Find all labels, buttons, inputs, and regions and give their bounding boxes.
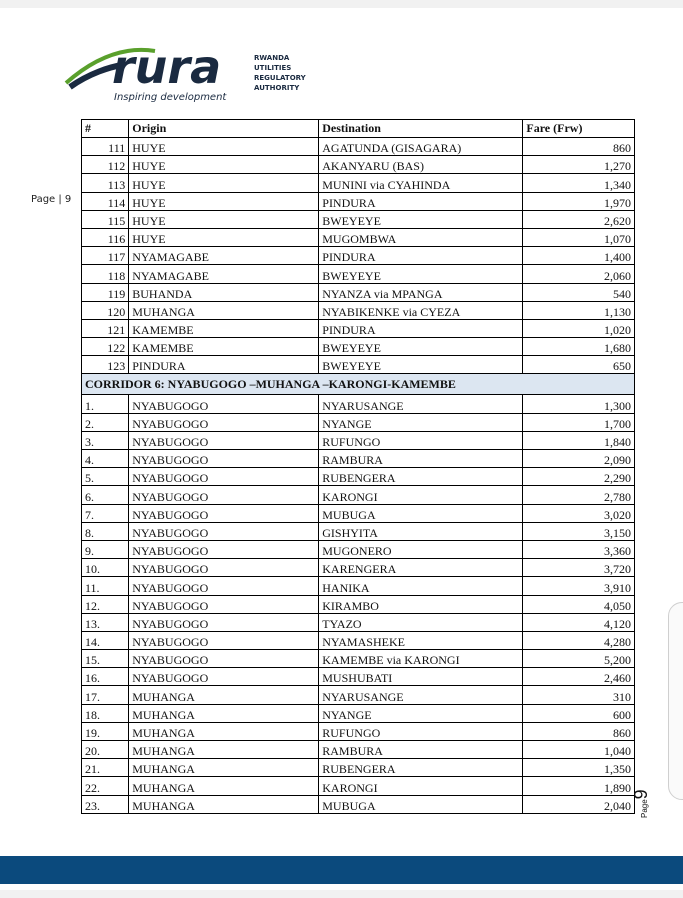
cell-origin: MUHANGA [129,759,319,777]
cell-destination: MUGONERO [319,540,523,558]
table-row [82,338,635,356]
cell-num: 20. [82,741,129,759]
cell-origin: KAMEMBE [129,338,319,356]
table-row [82,450,635,468]
cell-num: 119 [82,283,129,301]
cell-fare: 2,040 [523,795,635,813]
cell-destination: PINDURA [319,319,523,337]
cell-origin: NYAMAGABE [129,247,319,265]
cell-destination: NYARUSANGE [319,395,523,413]
cell-destination: NYARUSANGE [319,686,523,704]
cell-fare: 1,300 [523,395,635,413]
page-number: 9 [631,789,651,800]
table-row [82,613,635,631]
table-row [82,704,635,722]
cell-origin: MUHANGA [129,722,319,740]
cell-num: 21. [82,759,129,777]
table-row [82,759,635,777]
corridor-title: CORRIDOR 6: NYABUGOGO –MUHANGA –KARONGI-KAMEMBE [82,374,635,395]
cell-fare: 2,290 [523,468,635,486]
cell-fare: 1,040 [523,741,635,759]
cell-num: 4. [82,450,129,468]
cell-origin: NYABUGOGO [129,413,319,431]
cell-fare: 860 [523,722,635,740]
cell-fare: 4,050 [523,595,635,613]
cell-destination: RAMBURA [319,450,523,468]
cell-num: 5. [82,468,129,486]
cell-fare: 1,970 [523,192,635,210]
table-row [82,722,635,740]
cell-fare: 2,780 [523,486,635,504]
cell-num: 13. [82,613,129,631]
cell-fare: 860 [523,138,635,156]
table-row [82,319,635,337]
page-word: Page [640,799,649,818]
cell-num: 116 [82,228,129,246]
cell-destination: PINDURA [319,247,523,265]
cell-num: 18. [82,704,129,722]
table-row [82,210,635,228]
cell-origin: MUHANGA [129,795,319,813]
cell-fare: 5,200 [523,650,635,668]
table-row [82,631,635,649]
table-row [82,156,635,174]
cell-fare: 2,090 [523,450,635,468]
table-row [82,595,635,613]
cell-destination: GISHYITA [319,522,523,540]
cell-num: 9. [82,540,129,558]
table-row [82,741,635,759]
cell-fare: 3,020 [523,504,635,522]
authority-line: REGULATORY [254,74,306,82]
cell-origin: MUHANGA [129,741,319,759]
table-row [82,668,635,686]
cell-origin: HUYE [129,210,319,228]
cell-destination: MUBUGA [319,504,523,522]
cell-fare: 3,720 [523,559,635,577]
table-row [82,247,635,265]
cell-fare: 1,400 [523,247,635,265]
cell-fare: 310 [523,686,635,704]
table-row [82,577,635,595]
cell-destination: RUBENGERA [319,468,523,486]
cell-fare: 1,130 [523,301,635,319]
table-row [82,504,635,522]
col-header-num: # [82,120,129,138]
table-row [82,522,635,540]
tagline: Inspiring development [114,92,227,103]
cell-fare: 3,910 [523,577,635,595]
cell-origin: NYAMAGABE [129,265,319,283]
cell-origin: NYABUGOGO [129,577,319,595]
cell-destination: RUBENGERA [319,759,523,777]
corridor-row [82,374,635,395]
cell-origin: NYABUGOGO [129,668,319,686]
cell-destination: RAMBURA [319,741,523,759]
table-row [82,413,635,431]
cell-origin: BUHANDA [129,283,319,301]
table-row [82,486,635,504]
authority-line: UTILITIES [254,64,292,72]
side-scroll-handle[interactable] [668,602,683,800]
cell-fare: 1,680 [523,338,635,356]
cell-origin: NYABUGOGO [129,486,319,504]
cell-fare: 1,700 [523,413,635,431]
cell-num: 121 [82,319,129,337]
cell-num: 114 [82,192,129,210]
cell-num: 6. [82,486,129,504]
table-row [82,174,635,192]
cell-fare: 1,890 [523,777,635,795]
cell-origin: NYABUGOGO [129,468,319,486]
cell-origin: MUHANGA [129,704,319,722]
cell-num: 122 [82,338,129,356]
fare-table [81,119,635,814]
cell-destination: NYANGE [319,704,523,722]
table-row [82,192,635,210]
cell-origin: MUHANGA [129,686,319,704]
cell-origin: NYABUGOGO [129,395,319,413]
cell-fare: 2,060 [523,265,635,283]
cell-fare: 4,280 [523,631,635,649]
table-row [82,228,635,246]
document-page [0,8,683,890]
cell-destination: MUBUGA [319,795,523,813]
cell-origin: NYABUGOGO [129,650,319,668]
cell-num: 118 [82,265,129,283]
cell-fare: 1,270 [523,156,635,174]
cell-destination: KARONGI [319,486,523,504]
cell-origin: NYABUGOGO [129,595,319,613]
cell-destination: BWEYEYE [319,338,523,356]
cell-fare: 3,360 [523,540,635,558]
cell-origin: HUYE [129,192,319,210]
cell-num: 7. [82,504,129,522]
table-row [82,686,635,704]
cell-destination: KARONGI [319,777,523,795]
table-row [82,395,635,413]
authority-name [254,53,306,93]
col-header-fare: Fare (Frw) [523,120,635,138]
cell-origin: KAMEMBE [129,319,319,337]
corridor-section [82,374,635,395]
cell-destination: RUFUNGO [319,722,523,740]
cell-destination: MUSHUBATI [319,668,523,686]
authority-line: RWANDA [254,54,290,62]
cell-fare: 1,350 [523,759,635,777]
cell-num: 16. [82,668,129,686]
cell-destination: HANIKA [319,577,523,595]
cell-num: 17. [82,686,129,704]
cell-num: 3. [82,431,129,449]
cell-destination: KAMEMBE via KARONGI [319,650,523,668]
logo-wordmark: rura [112,43,222,94]
table-row [82,559,635,577]
cell-origin: NYABUGOGO [129,450,319,468]
cell-destination: RUFUNGO [319,431,523,449]
cell-num: 19. [82,722,129,740]
cell-fare: 1,070 [523,228,635,246]
cell-fare: 1,020 [523,319,635,337]
cell-destination: PINDURA [319,192,523,210]
cell-fare: 2,620 [523,210,635,228]
cell-fare: 2,460 [523,668,635,686]
cell-destination: KIRAMBO [319,595,523,613]
cell-destination: NYANGE [319,413,523,431]
cell-origin: NYABUGOGO [129,522,319,540]
cell-origin: NYABUGOGO [129,540,319,558]
cell-num: 12. [82,595,129,613]
cell-destination: AGATUNDA (GISAGARA) [319,138,523,156]
cell-fare: 650 [523,356,635,374]
cell-fare: 4,120 [523,613,635,631]
cell-num: 15. [82,650,129,668]
col-header-destination: Destination [319,120,523,138]
table-row [82,283,635,301]
cell-origin: NYABUGOGO [129,631,319,649]
cell-num: 22. [82,777,129,795]
cell-origin: MUHANGA [129,777,319,795]
cell-origin: PINDURA [129,356,319,374]
cell-destination: TYAZO [319,613,523,631]
side-page-label: Page | 9 [31,194,72,205]
cell-origin: NYABUGOGO [129,559,319,577]
col-header-origin: Origin [129,120,319,138]
cell-num: 8. [82,522,129,540]
cell-destination: AKANYARU (BAS) [319,156,523,174]
cell-origin: NYABUGOGO [129,613,319,631]
cell-destination: MUGOMBWA [319,228,523,246]
cell-num: 1. [82,395,129,413]
cell-destination: NYABIKENKE via CYEZA [319,301,523,319]
cell-num: 111 [82,138,129,156]
cell-destination: MUNINI via CYAHINDA [319,174,523,192]
table-row [82,540,635,558]
cell-destination: BWEYEYE [319,210,523,228]
cell-num: 14. [82,631,129,649]
table-header-row [82,120,635,138]
route-rows-a [82,138,635,374]
table-row [82,468,635,486]
cell-fare: 600 [523,704,635,722]
cell-origin: HUYE [129,228,319,246]
cell-destination: NYAMASHEKE [319,631,523,649]
table-row [82,777,635,795]
cell-num: 115 [82,210,129,228]
cell-num: 123 [82,356,129,374]
table-row [82,138,635,156]
cell-num: 117 [82,247,129,265]
authority-line: AUTHORITY [254,84,300,92]
cell-num: 2. [82,413,129,431]
cell-destination: BWEYEYE [319,356,523,374]
cell-origin: MUHANGA [129,301,319,319]
cell-destination: KARENGERA [319,559,523,577]
cell-destination: BWEYEYE [319,265,523,283]
route-rows-b [82,395,635,813]
bottom-page-label [631,788,671,818]
cell-num: 113 [82,174,129,192]
cell-num: 10. [82,559,129,577]
footer-bar [0,856,683,884]
table-row [82,301,635,319]
table-row [82,650,635,668]
table-row [82,795,635,813]
table-row [82,265,635,283]
cell-origin: HUYE [129,138,319,156]
cell-num: 11. [82,577,129,595]
cell-origin: NYABUGOGO [129,431,319,449]
cell-num: 120 [82,301,129,319]
cell-origin: HUYE [129,174,319,192]
table-row [82,356,635,374]
cell-destination: NYANZA via MPANGA [319,283,523,301]
cell-fare: 540 [523,283,635,301]
cell-fare: 1,840 [523,431,635,449]
cell-fare: 1,340 [523,174,635,192]
table-row [82,431,635,449]
cell-origin: HUYE [129,156,319,174]
cell-num: 23. [82,795,129,813]
cell-num: 112 [82,156,129,174]
cell-origin: NYABUGOGO [129,504,319,522]
cell-fare: 3,150 [523,522,635,540]
